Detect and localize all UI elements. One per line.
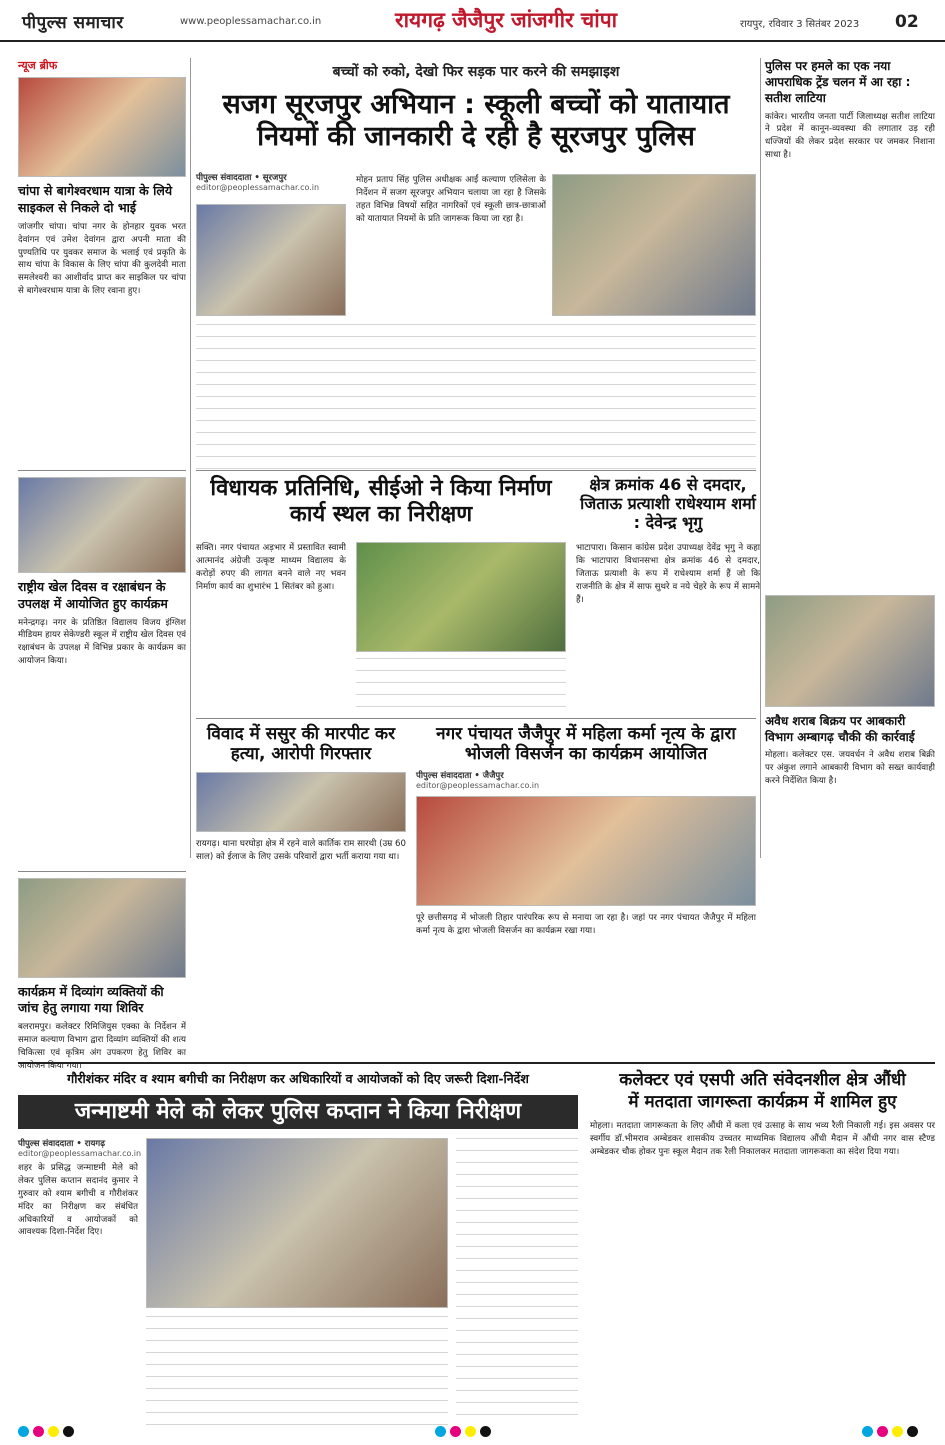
brief-headline-3: कार्यक्रम में दिव्यांग व्यक्तियों की जांच हेतु लगाया गया शिविर <box>18 983 164 1016</box>
mla-body: सक्ति। नगर पंचायत अड़भार में प्रस्तावित स्वामी आत्मानंद अंग्रेजी उत्कृष्ट माध्यम विद्यालय के करोड़ों रुपए की लागत बनने वाले नए भवन निर्माण कार्य का शुभारंभ 1 सितंबर को हुआ। <box>196 543 346 592</box>
lead-body: मोहन प्रताप सिंह पुलिस अधीक्षक आईं कल्याण एलिसेला के निर्देशन में सजग सूरजपुर अभियान चलाया जा रहा है जिसके तहत विभिन्न विषयों सहित नागरिकों एवं स्कूली छात्र-छात्राओं को यातायात नियमों के प्रति जागरूक किया जा रहा है। <box>356 175 546 224</box>
right-body-1: कांकेर। भारतीय जनता पार्टी जिलाध्यक्ष सतीश लाटिया ने प्रदेश में कानून-व्यवस्था की लगातार उड़ रही धज्जियों की लेकर प्रदेश सरकार पर जमकर निशाना साधा है। <box>765 111 935 161</box>
janmashtami-email: editor@peoplessamachar.co.in <box>18 1149 142 1158</box>
yellow-dot <box>892 1426 903 1437</box>
crime-headline: विवाद में ससुर की मारपीट कर हत्या, आरोपी गिरफ्तार <box>206 724 396 765</box>
liquor-seizure-photo <box>765 595 935 707</box>
karma-byline: पीपुल्स संवाददाता • जैजैपुर <box>416 771 504 782</box>
divider <box>18 470 186 471</box>
candidate-story <box>576 475 760 605</box>
traffic-class-photo-1 <box>196 204 346 316</box>
divider <box>18 871 186 872</box>
cmyk-mark <box>18 1426 74 1437</box>
brief-headline-2: राष्ट्रीय खेल दिवस व रक्षाबंधन के उपलक्ष में आयोजित हुए कार्यक्रम <box>18 578 168 611</box>
mla-headline: विधायक प्रतिनिधि, सीईओ ने किया निर्माण कार्य स्थल का निरीक्षण <box>210 476 552 527</box>
janmashtami-story <box>18 1070 578 1238</box>
voter-body: मोहला। मतदाता जागरूकता के लिए औंधी में कला एवं उत्साह के साथ भव्य रैली निकाली गई। इस अवसर पर स्वर्गीय डॉ.भीमराव अम्बेडकर शासकीय उच्चतर माध्यमिक विद्यालय औंधी मैदान में औंधी नगर वास स्टैण्ड अम्बेडकर चौक होकर पुनः स्कूल मैदान तक रैली निकालकर मतदाता जागरूकता का संदेश दिया गया। <box>590 1121 935 1157</box>
lead-headline: सजग सूरजपुर अभियान : स्कूली बच्चों को यातायात नियमों की जानकारी दे रही है सूरजपुर पुलिस <box>222 89 730 152</box>
candidate-headline: क्षेत्र क्रमांक 46 से दमदार, जिताऊ प्रत्याशी राधेश्याम शर्मा : देवेन्द्र भृगु <box>580 475 756 532</box>
karma-headline: नगर पंचायत जैजैपुर में महिला कर्मा नृत्य के द्वारा भोजली विसर्जन का कार्यक्रम आयोजित <box>436 724 736 765</box>
region-title: रायगढ़ जैजैपुर जांजगीर चांपा <box>395 8 618 32</box>
right-body-2: मोहला। कलेक्टर एस. जयवर्धन ने अवैध शराब बिक्री पर अंकुश लगाने आबकारी विभाग को सख्त कार्यवाही करने निर्देशित किया है। <box>765 749 935 786</box>
construction-site-photo <box>356 542 566 652</box>
janmashtami-body: शहर के प्रसिद्ध जन्माष्टमी मेले को लेकर पुलिस कप्तान सदानंद कुमार ने गुरुवार को श्याम बगीची व गौरीशंकर मंदिर का निरीक्षण कर संबंधित अधिकारियों व आयोजकों को आवश्यक दिशा-निर्देश दिए। <box>18 1163 138 1238</box>
crime-body: रायगढ़। थाना घरघोड़ा क्षेत्र में रहने वाले कार्तिक राम सारथी (उम्र 60 साल) को ईलाज के लिए उसके परिवारों द्वारा भर्ती कराया गया था। <box>196 839 406 862</box>
camp-photo <box>18 878 186 978</box>
news-brief-label: न्यूज ब्रीफ <box>18 59 58 72</box>
lead-email: editor@peoplessamachar.co.in <box>196 183 320 192</box>
dateline: रायपुर, रविवार 3 सितंबर 2023 <box>740 19 860 30</box>
cyclists-photo <box>18 77 186 177</box>
janmashtami-byline: पीपुल्स संवाददाता • रायगढ़ <box>18 1139 105 1149</box>
karma-body: पूरे छत्तीसगढ़ में भोजली तिहार पारंपरिक रूप से मनाया जा रहा है। जहां पर नगर पंचायत जैजैपुर में महिला कर्मा नृत्य के द्वारा भोजली विसर्जन का कार्यक्रम रखा गया। <box>416 913 756 936</box>
karma-dance-photo <box>416 796 756 906</box>
magenta-dot <box>33 1426 44 1437</box>
column-rule <box>760 58 761 858</box>
karma-email: editor@peoplessamachar.co.in <box>416 781 540 791</box>
magenta-dot <box>877 1426 888 1437</box>
page-number: 02 <box>895 12 919 32</box>
section-divider <box>18 1062 935 1064</box>
accused-photo <box>196 772 406 832</box>
brief-body-2: मनेन्द्रगढ़। नगर के प्रतिष्ठित विद्यालय विजय इंग्लिश मीडियम हायर सेकेण्डरी स्कूल में राष्ट्रीय खेल दिवस एवं रक्षाबंधन के उपलक्ष में विभिन्न प्रकार के कार्यक्रम का आयोजन किया। <box>18 617 186 667</box>
police-inspection-photo <box>146 1138 448 1308</box>
magenta-dot <box>450 1426 461 1437</box>
black-dot <box>480 1426 491 1437</box>
janmashtami-body-columns <box>146 1316 448 1426</box>
brief-body-3: बलरामपुर। कलेक्टर रिमिजियुस एक्का के निर्देशन में समाज कल्याण विभाग द्वारा दिव्यांग व्यक्तियों की शत्य चिकित्सा एवं कृत्रिम अंग उपकरण हेतु शिविर का आयोजन किया गया। <box>18 1022 186 1071</box>
black-dot <box>63 1426 74 1437</box>
voter-awareness-story <box>590 1070 935 1390</box>
right-headline-2: अवैध शराब बिक्रय पर आबकारी विभाग अम्बागढ़ चौकी की कार्रवाई <box>765 713 915 744</box>
mla-story <box>196 476 566 592</box>
voter-headline: में मतदाता जागरूता कार्यक्रम में शामिल हुए <box>628 1092 897 1113</box>
candidate-body: भाटापारा। किसान कांग्रेस प्रदेश उपाध्यक्ष देवेंद्र भृगु ने कहा कि भाटापारा विधानसभा क्षेत्र क्रमांक 46 से दमदार, जिताऊ प्रत्याशी के रूप में राधेश्याम शर्मा हैं जो कि राजनीति के क्षेत्र में साफ सुथरे व नये चेहरे के रूप में सामने हैं। <box>576 543 760 605</box>
cmyk-mark <box>862 1426 918 1437</box>
voter-kicker: कलेक्टर एवं एसपी अति संवेदनशील क्षेत्र औंधी <box>619 1070 906 1090</box>
cmyk-mark <box>435 1426 491 1437</box>
section-divider <box>196 718 756 719</box>
brief-headline-1: चांपा से बागेश्वरधाम यात्रा के लिये साइकल से निकले दो भाई <box>18 183 173 215</box>
cyan-dot <box>862 1426 873 1437</box>
janmashtami-body-columns <box>456 1138 578 1426</box>
newspaper-brand: पीपुल्स समाचार <box>22 13 124 33</box>
black-dot <box>907 1426 918 1437</box>
section-divider <box>196 470 756 471</box>
lead-byline: पीपुल्स संवाददाता • सूरजपुर <box>196 173 287 183</box>
cyan-dot <box>435 1426 446 1437</box>
brief-body-1: जांजगीर चांपा। चांपा नगर के होनहार युवक भरत देवांगन एवं उमेश देवांगन द्वारा अपनी माता की पुण्यतिथि पर युवकर समाज के भलाई एवं प्रकृति के साथ चांपा के विकास के लिए चांपा की कुलदेवी माता समलेश्वरी का आशीर्वाद प्राप्त कर साइकिल पर चांपा से बागेश्वरधाम यात्रा के लिए रवाना हुए। <box>18 221 186 297</box>
cyan-dot <box>18 1426 29 1437</box>
janmashtami-headline: जन्माष्टमी मेले को लेकर पुलिस कप्तान ने किया निरीक्षण <box>18 1095 578 1129</box>
crime-story <box>196 724 406 1028</box>
students-photo <box>18 477 186 573</box>
right-column <box>765 58 935 929</box>
website-url: www.peoplessamachar.co.in <box>180 16 322 27</box>
mla-body-columns <box>356 658 566 708</box>
right-headline-1: पुलिस पर हमले का एक नया आपराधिक ट्रेंड चलन में आ रहा : सतीश लाटिया <box>765 59 911 106</box>
karma-story <box>416 724 756 1012</box>
column-rule <box>190 58 191 858</box>
yellow-dot <box>465 1426 476 1437</box>
traffic-class-photo-2 <box>552 174 756 316</box>
yellow-dot <box>48 1426 59 1437</box>
lead-kicker: बच्चों को रुको, देखो फिर सड़क पार करने की समझाइश <box>332 64 620 80</box>
lead-story <box>196 62 756 224</box>
left-column <box>18 58 186 1171</box>
lead-body-columns <box>196 324 756 474</box>
masthead <box>0 0 945 42</box>
janmashtami-kicker: गौरीशंकर मंदिर व श्याम बगीची का निरीक्षण कर अधिकारियों व आयोजकों को दिए जरूरी दिशा-निर्देश <box>67 1071 529 1086</box>
